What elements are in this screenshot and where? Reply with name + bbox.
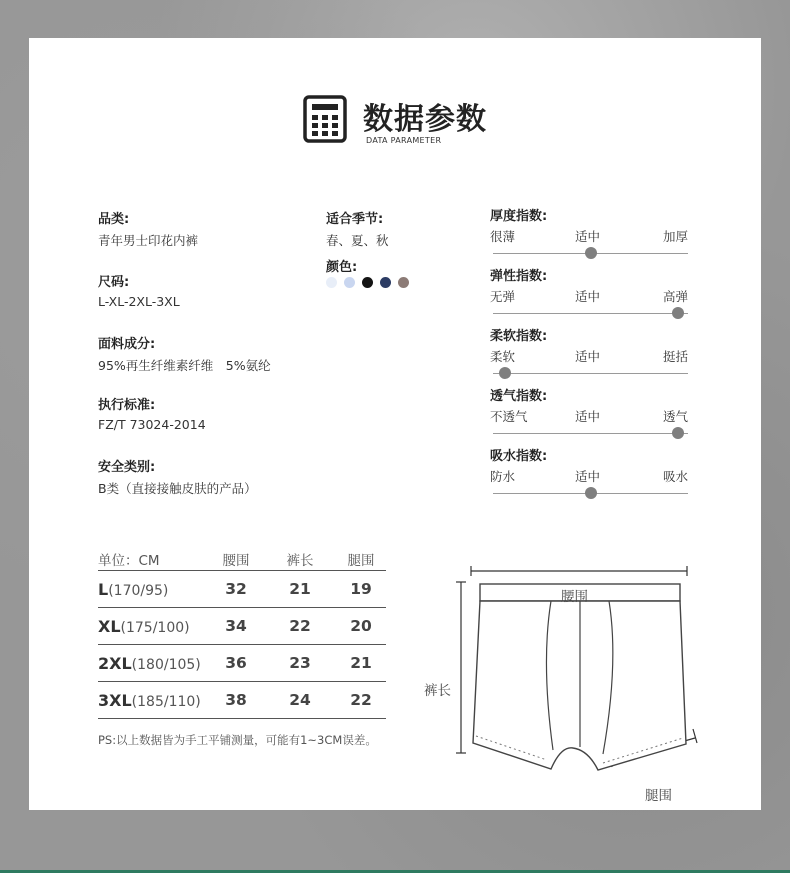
color-swatch: [380, 277, 391, 288]
table-row: [98, 682, 386, 719]
waist-cell: 36: [208, 645, 264, 682]
index-low-label: 无弹: [490, 289, 516, 304]
parameter-card: [29, 38, 761, 810]
color-swatch: [362, 277, 373, 288]
waist-cell: 38: [208, 682, 264, 719]
leg-label: 腿围: [645, 788, 672, 804]
safety-value: B类（直接接触皮肤的产品）: [98, 481, 257, 496]
index-high-label: 高弹: [662, 289, 688, 304]
index-high-label: 加厚: [662, 229, 688, 244]
table-row: [98, 571, 386, 608]
waist-label: 腰围: [561, 589, 588, 605]
index-high-label: 挺括: [662, 349, 688, 364]
index-knob: [499, 367, 511, 379]
garment-diagram: [423, 538, 713, 804]
waist-cell: 34: [208, 608, 264, 645]
index-item: [490, 445, 690, 494]
standard-value: FZ/T 73024-2014: [98, 417, 206, 432]
length-label: 裤长: [424, 683, 451, 699]
size-table-header: [98, 548, 386, 571]
index-low-label: 防水: [490, 469, 516, 484]
category-value: 青年男士印花内裤: [98, 233, 199, 248]
fabric-label: 面料成分:: [98, 337, 156, 352]
index-mid-label: 适中: [575, 229, 601, 244]
header-unit: 单位：CM: [98, 548, 208, 571]
color-swatch: [344, 277, 355, 288]
index-label: 柔软指数:: [490, 329, 548, 344]
header-length: 裤长: [264, 548, 336, 571]
size-field: [98, 271, 180, 309]
size-code: L: [98, 579, 109, 599]
index-mid-label: 适中: [575, 349, 601, 364]
length-cell: 22: [264, 608, 336, 645]
size-code: XL: [98, 616, 121, 636]
size-code: 3XL: [98, 690, 132, 710]
colors-label: 颜色:: [326, 260, 358, 275]
season-label: 适合季节:: [326, 212, 384, 227]
index-mid-label: 适中: [575, 289, 601, 304]
category-label: 品类:: [98, 212, 130, 227]
index-track: [493, 433, 688, 434]
leg-cell: 22: [336, 682, 386, 719]
index-label: 厚度指数:: [490, 209, 548, 224]
index-high-label: 透气: [662, 409, 688, 424]
page-title: 数据参数: [363, 102, 487, 137]
index-item: [490, 385, 690, 434]
leg-cell: 20: [336, 608, 386, 645]
season-value: 春、夏、秋: [326, 233, 389, 248]
color-swatch: [398, 277, 409, 288]
index-mid-label: 适中: [575, 409, 601, 424]
index-low-label: 很薄: [490, 229, 516, 244]
standard-label: 执行标准:: [98, 398, 156, 413]
body-size: (180/105): [131, 656, 201, 673]
season-field: [326, 208, 389, 249]
safety-label: 安全类别:: [98, 460, 156, 475]
size-value: L-XL-2XL-3XL: [98, 294, 180, 309]
size-table: [98, 548, 386, 719]
index-low-label: 柔软: [490, 349, 516, 364]
waist-cell: 32: [208, 571, 264, 608]
size-label: 尺码:: [98, 275, 130, 290]
leg-cell: 19: [336, 571, 386, 608]
safety-field: [98, 456, 257, 497]
index-item: [490, 265, 690, 314]
index-label: 弹性指数:: [490, 269, 548, 284]
length-cell: 23: [264, 645, 336, 682]
size-code: 2XL: [98, 653, 132, 673]
leg-cell: 21: [336, 645, 386, 682]
table-row: [98, 645, 386, 682]
index-track: [493, 373, 688, 374]
index-item: [490, 205, 690, 254]
header-waist: 腰围: [208, 548, 264, 571]
fabric-field: [98, 333, 271, 374]
page-subtitle: DATA PARAMETER: [366, 136, 442, 145]
body-size: (175/100): [120, 619, 190, 636]
table-row: [98, 608, 386, 645]
index-item: [490, 325, 690, 374]
fabric-value: 95%再生纤维素纤维 5%氨纶: [98, 358, 271, 373]
calculator-icon: [303, 95, 347, 143]
length-cell: 24: [264, 682, 336, 719]
index-mid-label: 适中: [575, 469, 601, 484]
measurement-note: PS:以上数据皆为手工平铺测量，可能有1~3CM误差。: [98, 733, 377, 747]
color-swatches: [326, 277, 409, 288]
index-label: 吸水指数:: [490, 449, 548, 464]
index-knob: [585, 247, 597, 259]
color-swatch: [326, 277, 337, 288]
colors-field: [326, 256, 357, 275]
length-cell: 21: [264, 571, 336, 608]
index-high-label: 吸水: [662, 469, 688, 484]
index-track: [493, 253, 688, 254]
underwear-illustration: [423, 538, 713, 773]
index-track: [493, 313, 688, 314]
category-field: [98, 208, 198, 249]
body-size: (185/110): [131, 693, 201, 710]
body-size: (170/95): [108, 582, 169, 599]
index-low-label: 不透气: [490, 409, 528, 424]
index-knob: [672, 427, 684, 439]
index-knob: [672, 307, 684, 319]
index-track: [493, 493, 688, 494]
header-leg: 腿围: [336, 548, 386, 571]
index-label: 透气指数:: [490, 389, 548, 404]
standard-field: [98, 394, 206, 432]
index-knob: [585, 487, 597, 499]
